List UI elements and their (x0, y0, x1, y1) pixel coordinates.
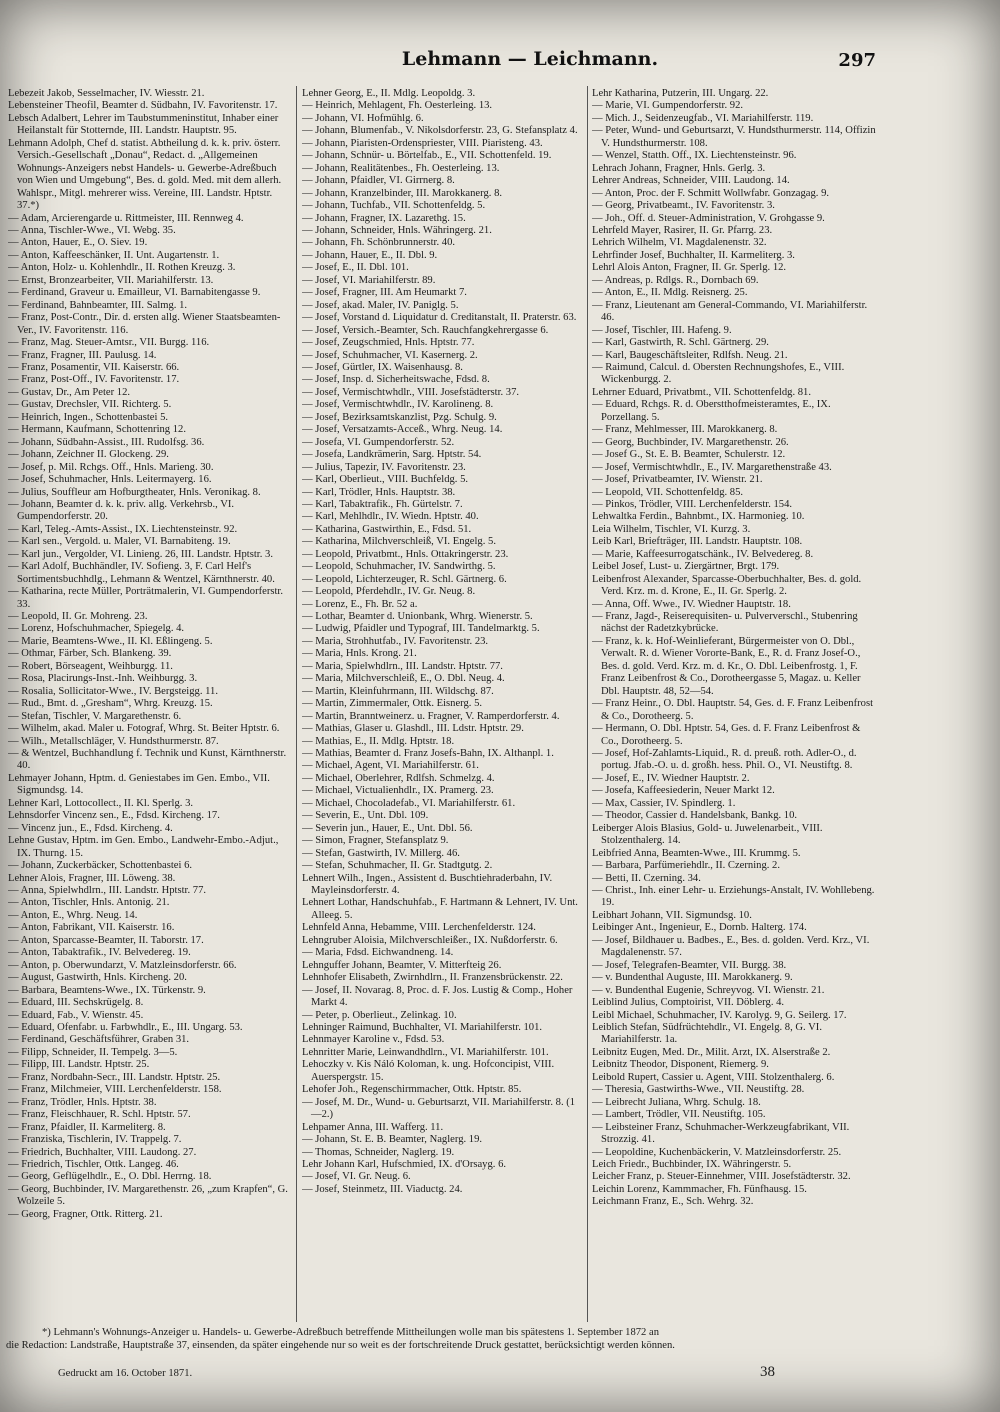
directory-entry: — Michael, Chocoladefab., VI. Mariahilferstr. 61. (302, 797, 516, 809)
directory-entry: — Rosalia, Sollicitator-Wwe., IV. Bergsteigg. 11. (8, 685, 218, 697)
directory-entry: — Karl, Teleg.-Amts-Assist., IX. Liechtensteinstr. 92. (8, 523, 238, 535)
directory-entry: — Leibrecht Juliana, Whrg. Schulg. 18. (592, 1096, 761, 1108)
directory-entry: Lehrich Wilhelm, VI. Magdalenenstr. 32. (592, 237, 767, 249)
directory-entry: — Maria, Milchverschleiß, E., O. Dbl. Neug. 4. (302, 673, 505, 685)
directory-entry: — Franz, Posamentir, VII. Kaiserstr. 66. (8, 361, 180, 373)
directory-entry: — Friedrich, Tischler, Ottk. Langeg. 46. (8, 1158, 179, 1170)
directory-entry: — Johann, Tuchfab., VII. Schottenfeldg. 5. (302, 200, 486, 212)
directory-entry: — Leibsteiner Franz, Schuhmacher-Werkzeugfabrikant, VII. Strozzig. 41. (592, 1121, 850, 1146)
directory-entry: — Josef, akad. Maler, IV. Paniglg. 5. (302, 299, 459, 311)
directory-entry: — v. Bundenthal Auguste, III. Marokkanerg. 9. (592, 972, 793, 984)
directory-entry: — Karl, Oberlieut., VIII. Buchfeldg. 5. (302, 474, 469, 486)
directory-entry: — Franz, Milchmeier, VIII. Lerchenfelderstr. 158. (8, 1084, 222, 1096)
directory-entry: — Eduard, Ofenfabr. u. Farbwhdlr., E., III. Ungarg. 53. (8, 1021, 243, 1033)
directory-entry: — Eduard, Fab., V. Wienstr. 45. (8, 1009, 144, 1021)
directory-entry: Lehnhofer Elisabeth, Zwirnhdlrn., II. Franzensbrückenstr. 22. (302, 972, 563, 984)
directory-entry: — Pinkos, Trödler, VIII. Lerchenfelderstr. 154. (592, 498, 793, 510)
directory-entry: — Franz, Post-Off., IV. Favoritenstr. 17. (8, 374, 180, 386)
column-divider (587, 86, 588, 1322)
directory-entry: — Franz, Post-Contr., Dir. d. ersten allg. Wiener Staatsbeamten-Ver., IV. Favoritenstr. 116. (8, 312, 281, 336)
directory-entry: — Josef, Vermischtwhdlr., IV. Karolineng. 8. (302, 399, 494, 411)
column-divider (296, 86, 297, 1322)
footnote-line: *) Lehmann's Wohnungs-Anzeiger u. Handels- u. Gewerbe-Adreßbuch betreffende Mittheilungen wolle man bis spätestens 1. September 1872 an (42, 1327, 659, 1338)
directory-entry: — Josef, Bezirksamtskanzlist, Pzg. Schulg. 9. (302, 411, 497, 423)
directory-entry: — Johann, St. E. B. Beamter, Naglerg. 19. (302, 1134, 483, 1146)
directory-entry: — Rosa, Placirungs-Inst.-Inh. Weihburgg. 3. (8, 673, 198, 685)
directory-entry: — Anna, Spielwhdlrn., III. Landstr. Hptstr. 77. (8, 885, 207, 896)
directory-entry: — Mathias, Glaser u. Glashdl., III. Ldstr. Hptstr. 29. (302, 723, 524, 735)
directory-entry: — August, Gastwirth, Hnls. Kircheng. 20. (8, 972, 187, 984)
directory-entry: — Johann, Südbahn-Assist., III. Rudolfsg. 36. (8, 436, 205, 448)
directory-entry: — Filipp, III. Landstr. Hptstr. 25. (8, 1059, 150, 1071)
directory-entry: — Georg, Fragner, Ottk. Ritterg. 21. (8, 1208, 163, 1220)
directory-entry: — Karl, Gastwirth, R. Schl. Gärtnerg. 29. (592, 337, 769, 349)
directory-entry: Lehner Alois, Fragner, III. Löweng. 38. (8, 872, 176, 884)
directory-entry: — Leopold, Pferdehdlr., IV. Gr. Neug. 8. (302, 586, 476, 598)
directory-entry: — Rud., Bmt. d. „Gresham“, Whrg. Kreuzg. 15. (8, 698, 213, 710)
directory-entry: — Anton, Sparcasse-Beamter, II. Taborstr. 17. (8, 934, 204, 946)
directory-entry: — Johann, Fh. Schönbrunnerstr. 40. (302, 237, 456, 249)
directory-entry: — Josef, E., IV. Wiedner Hauptstr. 2. (592, 772, 750, 784)
directory-entry: — Thomas, Schneider, Naglerg. 19. (302, 1146, 455, 1158)
directory-entry: Leibold Rupert, Cassier u. Agent, VIII. Stolzenthalerg. 6. (592, 1071, 835, 1083)
directory-entry: — Stefan, Gastwirth, IV. Millerg. 46. (302, 847, 460, 859)
directory-entry: — Anton, Hauer, E., O. Siev. 19. (8, 237, 148, 249)
directory-entry: Lehr Johann Karl, Hufschmied, IX. d'Orsayg. 6. (302, 1158, 507, 1170)
directory-entry: — Gustav, Dr., Am Peter 12. (8, 386, 131, 398)
directory-entry: — Heinrich, Ingen., Schottenbastei 5. (8, 411, 169, 423)
directory-entry: Leichmann Franz, E., Sch. Wehrg. 32. (592, 1196, 754, 1208)
directory-entry: — Josef, Privatbeamter, IV. Wienstr. 21. (592, 474, 763, 486)
directory-entry: — Karl, Baugeschäftsleiter, Rdlfsh. Neug. 21. (592, 349, 788, 361)
directory-entry: — Barbara, Parfümeriehdlr., II. Czerning. 2. (592, 860, 780, 872)
directory-entry: — Johann, Schneider, Hnls. Währingerg. 21. (302, 224, 492, 236)
directory-entry: — v. Bundenthal Eugenie, Schreyvog. VI. Wienstr. 21. (592, 984, 825, 996)
directory-entry: — Johann, Kranzelbinder, III. Marokkanerg. 8. (302, 187, 503, 199)
directory-entry: Lehrfinder Josef, Buchhalter, II. Karmeliterg. 3. (592, 249, 795, 261)
directory-entry: — Anton, E., Whrg. Neug. 14. (8, 909, 138, 921)
directory-entry: — Georg, Buchbinder, IV. Margarethenstr. 26, „zum Krapfen“, G. Wolzeile 5. (8, 1183, 288, 1208)
directory-entry: — Lorenz, Hofschuhmacher, Spiegelg. 4. (8, 623, 185, 635)
directory-entry: — Johann, Schnür- u. Börtelfab., E., VII. Schottenfeld. 19. (302, 150, 552, 162)
page-header (0, 48, 1000, 78)
directory-entry: Lehner Georg, E., II. Mdlg. Leopoldg. 3. (302, 88, 476, 99)
directory-entry: — Mathias, E., II. Mdlg. Hptstr. 18. (302, 735, 455, 747)
directory-entry: Lebezeit Jakob, Sesselmacher, IV. Wiesstr. 21. (8, 88, 205, 99)
directory-entry: — Josef, Insp. d. Sicherheitswache, Fdsd. 8. (302, 374, 490, 386)
directory-entry: — Anton, Fabrikant, VII. Kaiserstr. 16. (8, 922, 175, 934)
directory-entry: — Christ., Inh. einer Lehr- u. Erziehungs-Anstalt, IV. Wohllebeng. 19. (592, 885, 875, 909)
directory-entry: — Franz, k. k. Hof-Weinlieferant, Bürgermeister von O. Dbl., Verwalt. R. d. Wiener Vororte-Bank, E., R. d. Franz Josef-O., Bes. d. gold. Verd. Krz. m. d. Kr., O. Dbl. Leibenfrostg. 1, F. Franz Leibenfrost & Co., Dorotheergasse 5, Magaz. u. Keller Dbl. Hauptstr. 48, 52—54. (592, 635, 861, 697)
directory-entry: — Martin, Kleinfuhrmann, III. Wildschg. 87. (302, 685, 494, 697)
directory-entry: — Karl sen., Vergold. u. Maler, VI. Barnabiteng. 19. (8, 536, 231, 548)
directory-column-right (592, 88, 878, 1320)
directory-entry: — & Wentzel, Buchhandlung f. Technik und Kunst, Kärnthnerstr. 40. (8, 748, 287, 772)
print-date: Gedruckt am 16. October 1871. (58, 1368, 193, 1379)
directory-entry: — Anton, Kaffeeschänker, II. Unt. Augartenstr. 1. (8, 249, 220, 261)
directory-entry: — Martin, Branntweinerz. u. Fragner, V. Ramperdorferstr. 4. (302, 710, 560, 722)
directory-entry: — Johann, VI. Hofmühlg. 6. (302, 112, 424, 124)
directory-entry: — Leopold, Lichterzeuger, R. Schl. Gärtnerg. 6. (302, 573, 507, 585)
directory-entry: — Vincenz jun., E., Fdsd. Kircheng. 4. (8, 822, 173, 834)
directory-entry: — Josef, Vorstand d. Liquidatur d. Creditanstalt, II. Praterstr. 63. (302, 312, 577, 324)
directory-entry: — Katharina, recte Müller, Porträtmalerin, VI. Gumpendorferstr. 33. (8, 586, 284, 610)
directory-entry: — Josef, Tischler, III. Hafeng. 9. (592, 324, 732, 336)
page-title: Lehmann — Leichmann. (401, 48, 659, 70)
directory-entry: — Theodor, Cassier d. Handelsbank, Bankg. 10. (592, 810, 798, 822)
directory-entry: — Josef, Vermischtwhdlr., E., IV. Margarethenstraße 43. (592, 461, 832, 473)
directory-entry: — Franz, Lieutenant am General-Commando, VI. Mariahilferstr. 46. (592, 299, 868, 324)
directory-entry: Leibnitz Eugen, Med. Dr., Milit. Arzt, IX. Alserstraße 2. (592, 1046, 831, 1058)
directory-entry: — Josef G., St. E. B. Beamter, Schulerstr. 12. (592, 449, 786, 461)
directory-entry: — Stefan, Schuhmacher, II. Gr. Stadtgutg. 2. (302, 860, 493, 872)
directory-entry: — Josef, Zeugschmied, Hnls. Hptstr. 77. (302, 337, 475, 349)
directory-entry: — Gustav, Drechsler, VII. Richterg. 5. (8, 399, 172, 411)
directory-entry: — Leopold, II. Gr. Mohreng. 23. (8, 611, 148, 623)
directory-entry: — Josef, Vermischtwhdlr., VIII. Josefstädterstr. 37. (302, 386, 520, 398)
directory-entry: Lehnert Lothar, Handschuhfab., F. Hartmann & Lehnert, IV. Unt. Alleeg. 5. (302, 897, 578, 921)
directory-entry: — Johann, Piaristen-Ordenspriester, VIII. Piaristeng. 43. (302, 137, 543, 149)
directory-entry: — Barbara, Beamtens-Wwe., IX. Türkenstr. 9. (8, 984, 206, 996)
directory-entry: Lehrach Johann, Fragner, Hnls. Gerlg. 3. (592, 162, 766, 174)
directory-entry: — Anton, Tischler, Hnls. Antonig. 21. (8, 897, 170, 909)
directory-entry: — Leopoldine, Kuchenbäckerin, V. Matzleinsdorferstr. 25. (592, 1146, 842, 1158)
directory-entry: — Mich. J., Seidenzeugfab., VI. Mariahilferstr. 119. (592, 112, 814, 124)
directory-entry: — Lorenz, E., Fh. Br. 52 a. (302, 598, 418, 610)
directory-entry: — Marie, Beamtens-Wwe., II. Kl. Eßlingeng. 5. (8, 635, 213, 647)
directory-entry: Lehmayer Johann, Hptm. d. Geniestabes im Gen. Embo., VII. Sigmundsg. 14. (8, 772, 270, 797)
directory-entry: — Johann, Zeichner II. Glockeng. 29. (8, 449, 169, 461)
directory-entry: — Maria, Strohhutfab., IV. Favoritenstr. 23. (302, 635, 489, 647)
directory-entry: Leibhart Johann, VII. Sigmundsg. 10. (592, 909, 752, 921)
directory-entry: — Wilh., Metallschläger, V. Hundsthurmerstr. 87. (8, 735, 219, 747)
directory-entry: — Franz, Fragner, III. Paulusg. 14. (8, 349, 157, 361)
directory-entry: Lehrer Andreas, Schneider, VIII. Laudong. 14. (592, 175, 790, 187)
directory-entry: — Josef, Telegrafen-Beamter, VII. Burgg. 38. (592, 959, 787, 971)
directory-entry: — Severin, E., Unt. Dbl. 109. (302, 810, 429, 822)
directory-entry: — Anton, Tabaktrafik., IV. Belvedereg. 19. (8, 947, 191, 959)
directory-entry: Leib Karl, Briefträger, III. Landstr. Hauptstr. 108. (592, 536, 803, 548)
directory-entry: — Johann, Fragner, IX. Lazarethg. 15. (302, 212, 466, 224)
footnote (6, 1326, 886, 1352)
directory-entry: Lehnert Wilh., Ingen., Assistent d. Buschtiehraderbahn, IV. Mayleinsdorferstr. 4. (302, 872, 553, 896)
directory-entry: — Karl, Tabaktrafik., Fh. Gürtelstr. 7. (302, 498, 463, 510)
directory-entry: — Josef, Fragner, III. Am Heumarkt 7. (302, 287, 467, 299)
directory-entry: — Josef, E., II. Dbl. 101. (302, 262, 409, 274)
directory-entry: — Julius, Souffleur am Hofburgtheater, Hnls. Veronikag. 8. (8, 486, 261, 498)
directory-entry: — Johann, Realitätenbes., Fh. Oesterleing. 13. (302, 162, 500, 174)
directory-entry: — Peter, p. Oberlieut., Zelinkag. 10. (302, 1009, 457, 1021)
directory-entry: — Leopold, Schuhmacher, IV. Sandwirthg. 5. (302, 561, 496, 573)
directory-entry: — Anton, p. Oberwundarzt, V. Matzleinsdorferstr. 66. (8, 959, 237, 971)
directory-entry: — Othmar, Färber, Sch. Blankeng. 39. (8, 648, 172, 660)
directory-entry: — Hermann, O. Dbl. Hptstr. 54, Ges. d. F. Franz Leibenfrost & Co., Dorotheerg. 5. (592, 723, 861, 747)
directory-entry: — Josef, VI. Mariahilferstr. 89. (302, 274, 436, 286)
directory-entry: — Katharina, Milchverschleiß, VI. Engelg. 5. (302, 536, 496, 548)
directory-entry: — Franz, Mag. Steuer-Amtsr., VII. Burgg. 116. (8, 337, 210, 349)
directory-column-middle (302, 88, 582, 1320)
directory-entry: — Ferdinand, Geschäftsführer, Graben 31. (8, 1034, 190, 1046)
directory-entry: — Michael, Oberlehrer, Rdlfsh. Schmelzg. 4. (302, 772, 495, 784)
directory-entry: — Betti, II. Czerning. 34. (592, 872, 701, 884)
directory-entry: Leicher Franz, p. Steuer-Einnehmer, VIII. Josefstädterstr. 32. (592, 1171, 851, 1183)
directory-entry: — Franziska, Tischlerin, IV. Trappelg. 7. (8, 1134, 182, 1146)
directory-entry: — Joh., Off. d. Steuer-Administration, V. Grohgasse 9. (592, 212, 825, 224)
directory-entry: — Filipp, Schneider, II. Tempelg. 3—5. (8, 1046, 178, 1058)
directory-entry: — Anton, Holz- u. Kohlenhdlr., II. Rothen Kreuzg. 3. (8, 262, 236, 274)
directory-entry: — Marie, Kaffeesurrogatschänk., IV. Belvedereg. 8. (592, 548, 814, 560)
sheet-number: 38 (760, 1364, 775, 1380)
directory-entry: Lehrner Eduard, Privatbmt., VII. Schottenfeldg. 81. (592, 386, 811, 398)
directory-entry: — Josef, Hof-Zahlamts-Liquid., R. d. preuß. roth. Adler-O., d. portug. Jfab.-O. u. d. großh. hess. Phil. O., VI. Neustiftg. 8. (592, 748, 857, 772)
directory-entry: — Raimund, Calcul. d. Obersten Rechnungshofes, E., VIII. Wickenburgg. 2. (592, 361, 845, 386)
directory-entry: — Mathias, Beamter d. Franz Josefs-Bahn, IX. Althanpl. 1. (302, 748, 554, 760)
directory-entry: Lehnritter Marie, Leinwandhdlrn., VI. Mariahilferstr. 101. (302, 1046, 549, 1058)
directory-entry: — Georg, Buchbinder, IV. Margarethenstr. 26. (592, 436, 789, 448)
directory-entry: Leibinger Ant., Ingenieur, E., Dornb. Halterg. 174. (592, 922, 807, 934)
directory-entry: — Josef, Bildhauer u. Badbes., E., Bes. d. golden. Verd. Krz., VI. Magdalenenstr. 57. (592, 934, 870, 959)
directory-entry: — Josef, VI. Gr. Neug. 6. (302, 1171, 411, 1183)
directory-entry: Lehrl Alois Anton, Fragner, II. Gr. Sperlg. 12. (592, 262, 787, 274)
directory-entry: — Peter, Wund- und Geburtsarzt, V. Hundsthurmerstr. 114, Offizin V. Hundsthurmerstr. 108. (592, 125, 876, 149)
directory-entry: — Andreas, p. Rdlgs. R., Dornbach 69. (592, 274, 759, 286)
directory-entry: — Katharina, Gastwirthin, E., Fdsd. 51. (302, 523, 472, 535)
directory-entry: — Josefa, VI. Gumpendorferstr. 52. (302, 436, 455, 448)
directory-entry: — Josef, Gürtler, IX. Waisenhausg. 8. (302, 361, 463, 373)
directory-entry: — Michael, Agent, VI. Mariahilferstr. 61. (302, 760, 479, 772)
directory-entry: — Ernst, Bronzearbeiter, VII. Mariahilferstr. 13. (8, 274, 214, 286)
directory-entry: — Karl Adolf, Buchhändler, IV. Sofieng. 3, F. Carl Helf's Sortimentsbuchhdlg., Lehmann & Wentzel, Kärnthnerstr. 40. (8, 561, 275, 585)
directory-entry: — Theresia, Gastwirths-Wwe., VII. Neustiftg. 28. (592, 1084, 805, 1096)
directory-entry: — Josef, Versich.-Beamter, Sch. Rauchfangkehrergasse 6. (302, 324, 549, 336)
directory-entry: — Adam, Arcierengarde u. Rittmeister, III. Rennweg 4. (8, 212, 244, 224)
directory-entry: — Karl, Trödler, Hnls. Hauptstr. 38. (302, 486, 456, 498)
directory-entry: Leibnitz Theodor, Disponent, Riemerg. 9. (592, 1059, 769, 1071)
directory-entry: Leich Friedr., Buchbinder, IX. Währingerstr. 5. (592, 1158, 792, 1170)
directory-entry: — Maria, Hnls. Krong. 21. (302, 648, 417, 660)
footnote-line: die Redaction: Landstraße, Hauptstraße 37, einsenden, da später eingehende nur so weit es der fortschreitende Druck gestattet, berücksichtigt werden können. (6, 1340, 675, 1351)
directory-entry: — Josef, Schuhmacher, Hnls. Leitermayerg. 16. (8, 474, 212, 486)
directory-entry: — Wilhelm, akad. Maler u. Fotograf, Whrg. St. Beiter Hptstr. 6. (8, 723, 280, 735)
directory-entry: — Friedrich, Buchhalter, VIII. Laudong. 27. (8, 1146, 197, 1158)
directory-entry: — Maria, Fdsd. Eichwandneng. 14. (302, 947, 454, 959)
directory-entry: — Josef, II. Novarag. 8, Proc. d. F. Jos. Lustig & Comp., Hoher Markt 4. (302, 984, 573, 1009)
directory-entry: Leiberger Alois Blasius, Gold- u. Juwelenarbeit., VIII. Stolzenthalerg. 14. (592, 822, 823, 847)
directory-entry: — Karl, Mehlhdlr., IV. Wiedn. Hptstr. 40. (302, 511, 479, 523)
directory-entry: — Hermann, Kaufmann, Schottenring 12. (8, 424, 186, 436)
directory-entry: Lehoczky v. Kis Náló Koloman, k. ung. Hofconcipist, VIII. Auerspergstr. 15. (302, 1059, 555, 1083)
directory-entry: — Franz, Mehlmesser, III. Marokkanerg. 8. (592, 424, 778, 436)
directory-entry: — Ferdinand, Bahnbeamter, III. Salmg. 1. (8, 299, 188, 311)
directory-entry: — Johann, Hauer, E., II. Dbl. 9. (302, 249, 438, 261)
directory-entry: — Josefa, Landkrämerin, Sarg. Hptstr. 54. (302, 449, 482, 461)
directory-entry: — Anna, Tischler-Wwe., VI. Webg. 35. (8, 224, 176, 236)
directory-entry: Lehnmayer Karoline v., Fdsd. 53. (302, 1034, 445, 1046)
directory-entry: Lehofer Joh., Regenschirmmacher, Ottk. Hptstr. 85. (302, 1084, 522, 1096)
directory-entry: — Lothar, Beamter d. Unionbank, Whrg. Wienerstr. 5. (302, 611, 533, 623)
directory-entry: — Stefan, Tischler, V. Margarethenstr. 6. (8, 710, 182, 722)
directory-entry: — Marie, VI. Gumpendorferstr. 92. (592, 100, 744, 112)
directory-entry: — Simon, Fragner, Stefansplatz 9. (302, 835, 449, 847)
directory-entry: — Michael, Victualienhdlr., IX. Pramerg. 23. (302, 785, 494, 797)
directory-entry: — Anton, Proc. der F. Schmitt Wollwfabr. Gonzagag. 9. (592, 187, 830, 199)
directory-entry: Leibfried Anna, Beamten-Wwe., III. Krummg. 5. (592, 847, 801, 859)
directory-entry: Lehngruber Aloisia, Milchverschleißer., IX. Nußdorferstr. 6. (302, 934, 558, 946)
directory-entry: — Heinrich, Mehlagent, Fh. Oesterleing. 13. (302, 100, 493, 112)
directory-entry: Lehne Gustav, Hptm. im Gen. Embo., Landwehr-Embo.-Adjut., IX. Thurng. 15. (8, 835, 279, 859)
directory-entry: — Anton, E., II. Mdlg. Reisnerg. 25. (592, 287, 748, 299)
directory-entry: — Josef, p. Mil. Rchgs. Off., Hnls. Marieng. 30. (8, 461, 214, 473)
directory-entry: — Eduard, Rchgs. R. d. Oberstthofmeisteramtes, E., IX. Porzellang. 5. (592, 399, 831, 423)
directory-entry: — Robert, Börseagent, Weihburgg. 11. (8, 660, 173, 672)
directory-entry: — Wenzel, Statth. Off., IX. Liechtensteinstr. 96. (592, 150, 797, 162)
directory-entry: Lehrfeld Mayer, Rasirer, II. Gr. Pfarrg. 23. (592, 224, 773, 236)
directory-entry: Lebensteiner Theofil, Beamter d. Südbahn, IV. Favoritenstr. 17. (8, 100, 278, 112)
directory-entry: — Franz, Jagd-, Reiserequisiten- u. Pulververschl., Stubenring nächst der Radetzkybrücke. (592, 611, 858, 635)
directory-entry: Lehnguffer Johann, Beamter, V. Mitterfteig 26. (302, 959, 502, 971)
directory-entry: — Martin, Zimmermaler, Ottk. Eisnerg. 5. (302, 698, 483, 710)
directory-entry: — Karl jun., Vergolder, VI. Linieng. 26, III. Landstr. Hptstr. 3. (8, 548, 273, 560)
directory-entry: — Franz, Fleischhauer, R. Schl. Hptstr. 57. (8, 1109, 191, 1121)
directory-entry: — Johann, Pfaidler, VI. Girrnerg. 8. (302, 175, 455, 187)
directory-entry: — Ferdinand, Graveur u. Emailleur, VI. Barnabitengasse 9. (8, 287, 261, 299)
directory-entry: Lebsch Adalbert, Lehrer im Taubstummeninstitut, Inhaber einer Heilanstalt für Stotternde, III. Landstr. Hauptstr. 95. (8, 112, 279, 137)
directory-entry: — Max, Cassier, IV. Spindlerg. 1. (592, 797, 736, 809)
directory-entry: Lehninger Raimund, Buchhalter, VI. Mariahilferstr. 101. (302, 1021, 543, 1033)
directory-entry: — Josefa, Kaffeesiederin, Neuer Markt 12. (592, 785, 775, 797)
directory-entry: Lehnfeld Anna, Hebamme, VIII. Lerchenfelderstr. 124. (302, 922, 536, 934)
directory-entry: — Anna, Off. Wwe., IV. Wiedner Hauptstr. 18. (592, 598, 791, 610)
directory-entry: — Franz, Trödler, Hnls. Hptstr. 38. (8, 1096, 157, 1108)
directory-entry: — Leopold, Privatbmt., Hnls. Ottakringerstr. 23. (302, 548, 509, 560)
directory-entry: Lehr Katharina, Putzerin, III. Ungarg. 22. (592, 88, 769, 99)
directory-entry: Leibenfrost Alexander, Sparcasse-Oberbuchhalter, Bes. d. gold. Verd. Krz. m. d. Krone, E., II. Gr. Sperlg. 2. (592, 573, 862, 598)
directory-entry: Lehner Karl, Lottocollect., II. Kl. Sperlg. 3. (8, 797, 194, 809)
directory-entry: Leibl Michael, Schuhmacher, IV. Karolyg. 9, G. Seilerg. 17. (592, 1009, 847, 1021)
directory-entry: — Josef, Versatzamts-Acceß., Whrg. Neug. 14. (302, 424, 503, 436)
directory-entry: — Johann, Beamter d. k. k. priv. allg. Verkehrsb., VI. Gumpendorferstr. 20. (8, 498, 235, 523)
directory-entry: Leia Wilhelm, Tischler, VI. Kurzg. 3. (592, 523, 751, 535)
directory-entry: — Maria, Spielwhdlrn., III. Landstr. Hptstr. 77. (302, 660, 503, 672)
directory-entry: — Josef, Steinmetz, III. Viaductg. 24. (302, 1183, 463, 1195)
directory-entry: — Severin jun., Hauer, E., Unt. Dbl. 56. (302, 822, 473, 834)
directory-entry: — Josef, M. Dr., Wund- u. Geburtsarzt, VII. Mariahilferstr. 8. (1—2.) (302, 1096, 576, 1121)
directory-entry: — Franz Heinr., O. Dbl. Hauptstr. 54, Ges. d. F. Franz Leibenfrost & Co., Dorotheerg. 5. (592, 698, 874, 722)
directory-entry: — Franz, Pfaidler, II. Karmeliterg. 8. (8, 1121, 166, 1133)
directory-entry: — Leopold, VII. Schottenfeldg. 85. (592, 486, 744, 498)
directory-entry: Lehpamer Anna, III. Wafferg. 11. (302, 1121, 444, 1133)
directory-entry: — Lambert, Trödler, VII. Neustiftg. 105. (592, 1109, 766, 1121)
directory-entry: Leiblind Julius, Comptoirist, VII. Döblerg. 4. (592, 997, 785, 1009)
directory-entry: Leiblich Stefan, Südfrüchtehdlr., VI. Engelg. 8, G. VI. Mariahilferstr. 1a. (592, 1021, 822, 1046)
directory-entry: Leibel Josef, Lust- u. Ziergärtner, Brgt. 179. (592, 561, 780, 573)
directory-entry: — Julius, Tapezir, IV. Favoritenstr. 23. (302, 461, 466, 473)
directory-entry: — Georg, Privatbeamt., IV. Favoritenstr. 3. (592, 200, 775, 212)
page-number: 297 (838, 50, 876, 71)
directory-entry: Lehwaltka Ferdin., Bahnbmt., IX. Harmonieg. 10. (592, 511, 805, 523)
directory-entry: — Franz, Nordbahn-Secr., III. Landstr. Hptstr. 25. (8, 1071, 221, 1083)
directory-entry: Lehnsdorfer Vincenz sen., E., Fdsd. Kircheng. 17. (8, 810, 220, 822)
directory-entry: — Eduard, III. Sechskrügelg. 8. (8, 997, 144, 1009)
directory-entry: — Georg, Geflügelhdlr., E., O. Dbl. Herrng. 18. (8, 1171, 212, 1183)
directory-entry: Leichin Lorenz, Kammmacher, Fh. Fünfhausg. 15. (592, 1183, 807, 1195)
directory-entry: — Johann, Zuckerbäcker, Schottenbastei 6. (8, 860, 193, 872)
directory-column-left (8, 88, 290, 1320)
directory-entry: — Ludwig, Pfaidler und Typograf, III. Tandelmarktg. 5. (302, 623, 540, 635)
directory-entry: — Johann, Blumenfab., V. Nikolsdorferstr. 23, G. Stefansplatz 4. (302, 125, 578, 137)
directory-entry: Lehmann Adolph, Chef d. statist. Abtheilung d. k. k. priv. österr. Versich.-Gesellschaft „Donau“, Redact. d. „Allgemeinen Wohnungs-Anzeigers nebst Handels- u. Gewerbe-Adreßbuch von Wien und Umgebung“, Bes. d. gold. Med. mit dem allerh. Wahlspr., Mitgl. mehrerer wiss. Vereine, III. Landstr. Hptstr. 37.*) (8, 137, 282, 212)
directory-entry: — Josef, Schuhmacher, VI. Kasernerg. 2. (302, 349, 478, 361)
